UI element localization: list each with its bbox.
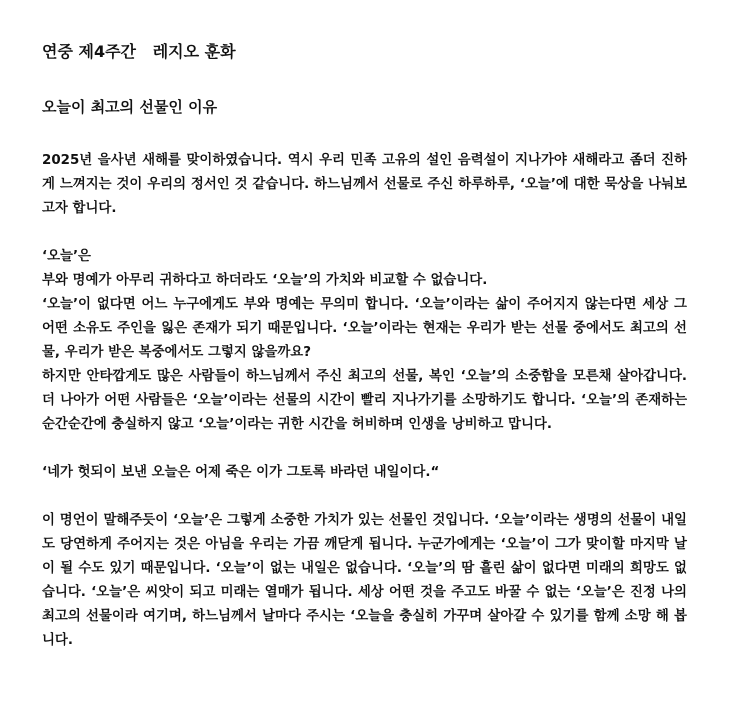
document-subtitle: 오늘이 최고의 선물인 이유 [42,98,218,116]
today-paragraph-1: ‘오늘’이 없다면 어느 누구에게도 부와 명예는 무의미 합니다. ‘오늘’이라는 삶이 주어지지 않는다면 세상 그 어떤 소유도 주인을 잃은 존재가 되기 때문입니다. ‘오늘’이라는 현재는 우리가 받는 선물 중에서도 최고의 선물, 우리가 받은 복중에서도 그렇지 않을까요? [42,297,687,360]
today-line: 부와 명예가 아무리 귀하다고 하더라도 ‘오늘’의 가치와 비교할 수 없습니다. [42,273,488,288]
intro-paragraph: 2025년 을사년 새해를 맞이하였습니다. 역시 우리 민족 고유의 설인 음력설이 지나가야 새해라고 좀더 진하게 느껴지는 것이 우리의 정서인 것 같습니다. 하느님께서 선물로 주신 하루하루, ‘오늘’에 대한 묵상을 나눠보고자 합니다. [42,153,687,216]
today-paragraph-2: 하지만 안타깝게도 많은 사람들이 하느님께서 주신 최고의 선물, 복인 ‘오늘’의 소중함을 모른채 살아갑니다. 더 나아가 어떤 사람들은 ‘오늘’이라는 선물의 시간이 빨리 지나가기를 소망하기도 합니다. ‘오늘’의 존재하는 순간순간에 충실하지 않고 ‘오늘’이라는 귀한 시간을 허비하며 인생을 낭비하고 맙니다. [42,369,687,432]
document-title: 연중 제4주간 레지오 훈화 [42,42,236,61]
today-heading: ‘오늘’은 [42,249,91,264]
quote: ‘네가 헛되이 보낸 오늘은 어제 죽은 이가 그토록 바라던 내일이다.“ [42,465,440,480]
closing-paragraph: 이 명언이 말해주듯이 ‘오늘’은 그렇게 소중한 가치가 있는 선물인 것입니다. ‘오늘’이라는 생명의 선물이 내일도 당연하게 주어지는 것은 아님을 우리는 가끔 깨닫게 됩니다. 누군가에게는 ‘오늘’이 그가 맞이할 마지막 날이 될 수도 있기 때문입니다. ‘오늘’이 없는 내일은 없습니다. ‘오늘’의 땀 흘린 삶이 없다면 미래의 희망도 없습니다. ‘오늘’은 씨앗이 되고 미래는 열매가 됩니다. 세상 어떤 것을 주고도 바꿀 수 없는 ‘오늘’은 진정 나의 최고의 선물이라 여기며, 하느님께서 날마다 주시는 ‘오늘을 충실히 가꾸며 살아갈 수 있기를 함께 소망 해 봅니다. [42,513,687,648]
today-section [42,245,687,437]
